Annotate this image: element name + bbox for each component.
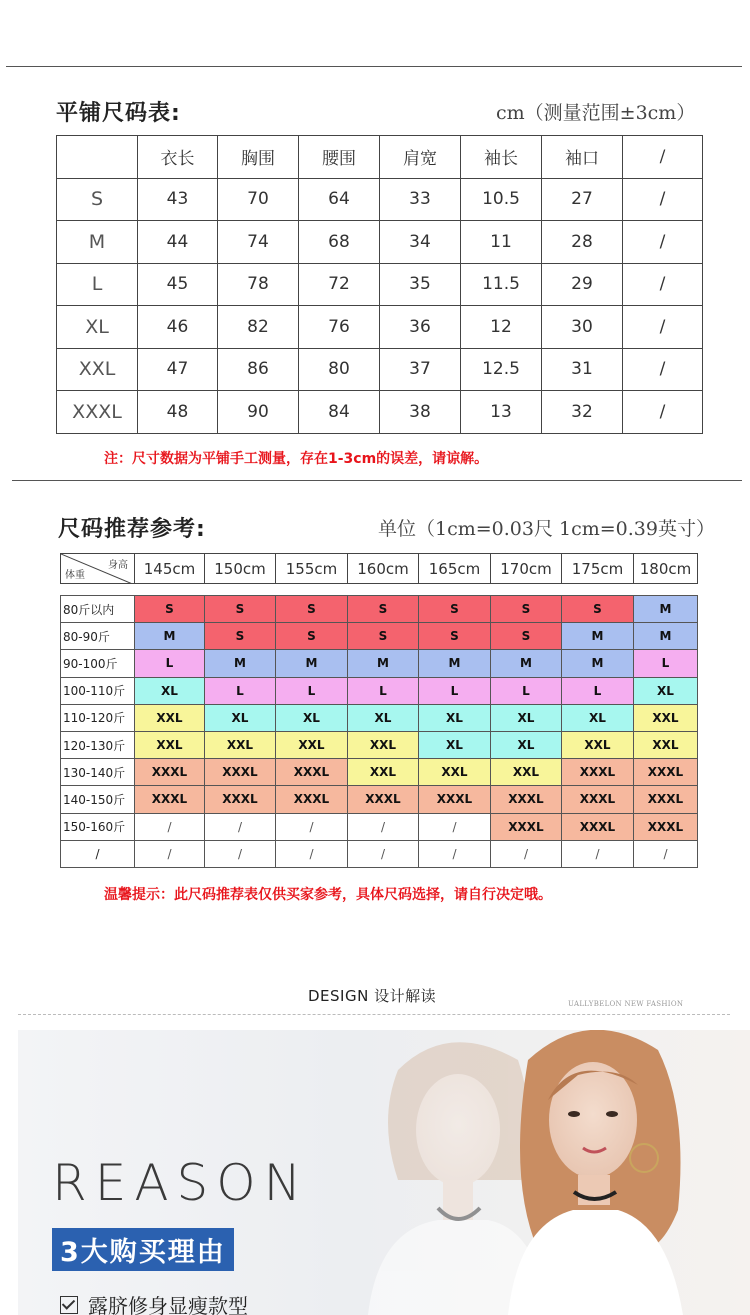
recommend-size-cell: L bbox=[205, 677, 276, 704]
recommend-size-cell: S bbox=[491, 596, 562, 623]
recommend-size-cell: S bbox=[205, 623, 276, 650]
recommend-size-cell: / bbox=[276, 840, 348, 867]
recommend-size-cell: XL bbox=[135, 677, 205, 704]
size-chart-row bbox=[57, 178, 703, 221]
size-value-cell: 76 bbox=[299, 306, 380, 349]
recommend-size-cell: L bbox=[276, 677, 348, 704]
recommend-size-cell: XL bbox=[634, 677, 698, 704]
size-chart-row bbox=[57, 391, 703, 434]
recommend-size-cell: XXXL bbox=[348, 786, 419, 813]
size-label-cell: M bbox=[57, 221, 138, 264]
product-banner bbox=[18, 1030, 750, 1315]
recommend-size-cell: M bbox=[276, 650, 348, 677]
recommend-size-cell: M bbox=[491, 650, 562, 677]
height-header-cell: 170cm bbox=[491, 554, 562, 584]
size-chart-row bbox=[57, 306, 703, 349]
size-value-cell: / bbox=[623, 306, 703, 349]
recommend-size-cell: XXXL bbox=[135, 759, 205, 786]
recommend-size-cell: XXL bbox=[348, 731, 419, 758]
recommend-size-cell: / bbox=[634, 840, 698, 867]
size-value-cell: 47 bbox=[138, 348, 218, 391]
recommend-size-cell: / bbox=[205, 840, 276, 867]
corner-cell bbox=[61, 554, 135, 584]
size-value-cell: 30 bbox=[542, 306, 623, 349]
recommend-size-cell: XL bbox=[491, 731, 562, 758]
size-value-cell: 29 bbox=[542, 263, 623, 306]
recommend-row bbox=[61, 677, 698, 704]
recommend-row bbox=[61, 650, 698, 677]
recommend-row bbox=[61, 623, 698, 650]
size-value-cell: 72 bbox=[299, 263, 380, 306]
size-chart-header-cell: 袖长 bbox=[461, 136, 542, 179]
size-chart-header-cell: 腰围 bbox=[299, 136, 380, 179]
recommend-table bbox=[60, 595, 698, 868]
recommend-size-cell: / bbox=[348, 813, 419, 840]
size-value-cell: 11 bbox=[461, 221, 542, 264]
weight-label-cell: 100-110斤 bbox=[61, 677, 135, 704]
recommend-size-cell: XL bbox=[419, 731, 491, 758]
recommend-title: 尺码推荐参考: bbox=[58, 517, 206, 542]
recommend-size-cell: XL bbox=[348, 704, 419, 731]
recommend-size-cell: / bbox=[491, 840, 562, 867]
feature-item-1-label: 露脐修身显瘦款型 bbox=[88, 1294, 248, 1315]
recommend-size-cell: M bbox=[634, 596, 698, 623]
size-value-cell: 38 bbox=[380, 391, 461, 434]
size-value-cell: 46 bbox=[138, 306, 218, 349]
recommend-size-cell: XXXL bbox=[135, 786, 205, 813]
size-value-cell: 90 bbox=[218, 391, 299, 434]
weight-label-cell: 150-160斤 bbox=[61, 813, 135, 840]
size-value-cell: 74 bbox=[218, 221, 299, 264]
size-value-cell: 32 bbox=[542, 391, 623, 434]
recommend-size-cell: M bbox=[634, 623, 698, 650]
weight-label-cell: 110-120斤 bbox=[61, 704, 135, 731]
recommend-size-cell: S bbox=[276, 596, 348, 623]
recommend-size-cell: M bbox=[205, 650, 276, 677]
recommend-size-cell: M bbox=[562, 623, 634, 650]
recommend-size-cell: / bbox=[419, 813, 491, 840]
recommend-size-cell: / bbox=[562, 840, 634, 867]
recommend-size-cell: XXXL bbox=[491, 786, 562, 813]
size-value-cell: / bbox=[623, 348, 703, 391]
recommend-size-cell: XXXL bbox=[562, 813, 634, 840]
weight-label-cell: 80-90斤 bbox=[61, 623, 135, 650]
size-chart-note: 注：尺寸数据为平铺手工测量，存在1-3cm的误差，请谅解。 bbox=[104, 451, 489, 467]
recommend-size-cell: M bbox=[135, 623, 205, 650]
recommend-size-cell: L bbox=[634, 650, 698, 677]
recommend-row bbox=[61, 840, 698, 867]
reason-badge: 3大购买理由 bbox=[52, 1228, 234, 1271]
recommend-size-cell: XXL bbox=[205, 731, 276, 758]
size-label-cell: XXL bbox=[57, 348, 138, 391]
size-value-cell: 12 bbox=[461, 306, 542, 349]
recommend-row bbox=[61, 596, 698, 623]
size-value-cell: 78 bbox=[218, 263, 299, 306]
size-label-cell: S bbox=[57, 178, 138, 221]
recommend-size-cell: XXL bbox=[135, 704, 205, 731]
height-header-cell: 155cm bbox=[276, 554, 348, 584]
recommend-size-cell: / bbox=[135, 840, 205, 867]
recommend-size-cell: XXL bbox=[135, 731, 205, 758]
recommend-size-cell: S bbox=[419, 596, 491, 623]
size-chart-table bbox=[56, 135, 703, 434]
height-header-cell: 180cm bbox=[634, 554, 698, 584]
recommend-size-cell: / bbox=[205, 813, 276, 840]
size-value-cell: 13 bbox=[461, 391, 542, 434]
recommend-size-cell: XXXL bbox=[562, 786, 634, 813]
size-value-cell: 27 bbox=[542, 178, 623, 221]
recommend-size-cell: / bbox=[419, 840, 491, 867]
recommend-size-cell: S bbox=[135, 596, 205, 623]
recommend-size-cell: / bbox=[276, 813, 348, 840]
recommend-size-cell: M bbox=[562, 650, 634, 677]
recommend-size-cell: XL bbox=[562, 704, 634, 731]
size-value-cell: 36 bbox=[380, 306, 461, 349]
size-value-cell: 10.5 bbox=[461, 178, 542, 221]
recommend-row bbox=[61, 731, 698, 758]
size-value-cell: / bbox=[623, 263, 703, 306]
recommend-size-cell: XXXL bbox=[491, 813, 562, 840]
recommend-size-cell: XL bbox=[419, 704, 491, 731]
size-value-cell: 84 bbox=[299, 391, 380, 434]
recommend-size-cell: / bbox=[135, 813, 205, 840]
corner-height-label: 身高 bbox=[108, 560, 128, 571]
recommend-size-cell: XXL bbox=[491, 759, 562, 786]
checkbox-icon bbox=[60, 1296, 78, 1314]
size-value-cell: 12.5 bbox=[461, 348, 542, 391]
size-chart-row bbox=[57, 221, 703, 264]
size-value-cell: 37 bbox=[380, 348, 461, 391]
size-value-cell: 80 bbox=[299, 348, 380, 391]
size-chart-header-cell bbox=[57, 136, 138, 179]
size-value-cell: / bbox=[623, 221, 703, 264]
weight-label-cell: 90-100斤 bbox=[61, 650, 135, 677]
recommend-size-cell: XXL bbox=[562, 731, 634, 758]
recommend-row bbox=[61, 704, 698, 731]
recommend-note: 温馨提示：此尺码推荐表仅供买家参考，具体尺码选择，请自行决定哦。 bbox=[104, 887, 552, 903]
recommend-size-cell: XXXL bbox=[634, 759, 698, 786]
size-value-cell: 28 bbox=[542, 221, 623, 264]
design-divider bbox=[18, 1014, 730, 1015]
size-value-cell: / bbox=[623, 178, 703, 221]
height-header-cell: 175cm bbox=[562, 554, 634, 584]
weight-label-cell: 80斤以内 bbox=[61, 596, 135, 623]
size-label-cell: XL bbox=[57, 306, 138, 349]
height-header-cell: 150cm bbox=[205, 554, 276, 584]
height-header-table bbox=[60, 553, 698, 584]
size-value-cell: 45 bbox=[138, 263, 218, 306]
design-heading: DESIGN 设计解读 bbox=[308, 987, 437, 1005]
recommend-size-cell: S bbox=[562, 596, 634, 623]
mid-divider bbox=[12, 480, 742, 481]
recommend-size-cell: XXXL bbox=[634, 813, 698, 840]
recommend-size-cell: L bbox=[348, 677, 419, 704]
size-value-cell: 70 bbox=[218, 178, 299, 221]
recommend-size-cell: M bbox=[419, 650, 491, 677]
recommend-size-cell: / bbox=[348, 840, 419, 867]
size-chart-header-row bbox=[57, 136, 703, 179]
recommend-size-cell: S bbox=[205, 596, 276, 623]
recommend-size-cell: XXXL bbox=[276, 786, 348, 813]
top-divider bbox=[6, 66, 742, 67]
recommend-size-cell: XL bbox=[205, 704, 276, 731]
recommend-size-cell: XXXL bbox=[205, 786, 276, 813]
recommend-size-cell: S bbox=[348, 596, 419, 623]
size-value-cell: 64 bbox=[299, 178, 380, 221]
recommend-size-cell: S bbox=[276, 623, 348, 650]
recommend-size-cell: L bbox=[491, 677, 562, 704]
recommend-size-cell: XXXL bbox=[634, 786, 698, 813]
recommend-size-cell: XXL bbox=[634, 704, 698, 731]
design-subheading: UALLYBELON NEW FASHION bbox=[568, 1000, 684, 1008]
recommend-size-cell: L bbox=[419, 677, 491, 704]
weight-label-cell: / bbox=[61, 840, 135, 867]
size-value-cell: 11.5 bbox=[461, 263, 542, 306]
size-label-cell: XXXL bbox=[57, 391, 138, 434]
recommend-size-cell: XXL bbox=[419, 759, 491, 786]
size-chart-title: 平铺尺码表: bbox=[56, 101, 181, 126]
recommend-size-cell: S bbox=[348, 623, 419, 650]
size-value-cell: 48 bbox=[138, 391, 218, 434]
recommend-row bbox=[61, 786, 698, 813]
size-chart-header-cell: 衣长 bbox=[138, 136, 218, 179]
size-value-cell: 68 bbox=[299, 221, 380, 264]
recommend-size-cell: S bbox=[419, 623, 491, 650]
size-chart-header-cell: 袖口 bbox=[542, 136, 623, 179]
recommend-size-cell: XXXL bbox=[419, 786, 491, 813]
size-chart-header-cell: 肩宽 bbox=[380, 136, 461, 179]
size-value-cell: 86 bbox=[218, 348, 299, 391]
recommend-size-cell: M bbox=[348, 650, 419, 677]
weight-label-cell: 130-140斤 bbox=[61, 759, 135, 786]
recommend-size-cell: L bbox=[562, 677, 634, 704]
size-value-cell: 31 bbox=[542, 348, 623, 391]
recommend-size-cell: S bbox=[491, 623, 562, 650]
size-chart-unit: cm（测量范围±3cm） bbox=[496, 102, 696, 124]
recommend-size-cell: XL bbox=[276, 704, 348, 731]
size-value-cell: 34 bbox=[380, 221, 461, 264]
size-chart-header-cell: 胸围 bbox=[218, 136, 299, 179]
recommend-size-cell: XXL bbox=[348, 759, 419, 786]
size-chart-header-cell: / bbox=[623, 136, 703, 179]
recommend-unit: 单位（1cm=0.03尺 1cm=0.39英寸） bbox=[378, 518, 715, 540]
corner-weight-label: 体重 bbox=[65, 570, 85, 581]
size-value-cell: 35 bbox=[380, 263, 461, 306]
size-label-cell: L bbox=[57, 263, 138, 306]
size-chart-row bbox=[57, 348, 703, 391]
weight-label-cell: 140-150斤 bbox=[61, 786, 135, 813]
recommend-row bbox=[61, 813, 698, 840]
feature-item-1 bbox=[60, 1290, 248, 1315]
size-value-cell: 44 bbox=[138, 221, 218, 264]
height-header-cell: 165cm bbox=[419, 554, 491, 584]
size-value-cell: 43 bbox=[138, 178, 218, 221]
recommend-row bbox=[61, 759, 698, 786]
size-value-cell: 82 bbox=[218, 306, 299, 349]
size-value-cell: / bbox=[623, 391, 703, 434]
recommend-size-cell: XXXL bbox=[562, 759, 634, 786]
reason-heading: REASON bbox=[52, 1154, 310, 1212]
recommend-size-cell: XXL bbox=[276, 731, 348, 758]
recommend-size-cell: XXXL bbox=[205, 759, 276, 786]
height-header-cell: 145cm bbox=[135, 554, 205, 584]
height-header-cell: 160cm bbox=[348, 554, 419, 584]
recommend-size-cell: XXL bbox=[634, 731, 698, 758]
weight-label-cell: 120-130斤 bbox=[61, 731, 135, 758]
recommend-size-cell: XL bbox=[491, 704, 562, 731]
size-chart-row bbox=[57, 263, 703, 306]
recommend-size-cell: XXXL bbox=[276, 759, 348, 786]
recommend-size-cell: L bbox=[135, 650, 205, 677]
size-value-cell: 33 bbox=[380, 178, 461, 221]
